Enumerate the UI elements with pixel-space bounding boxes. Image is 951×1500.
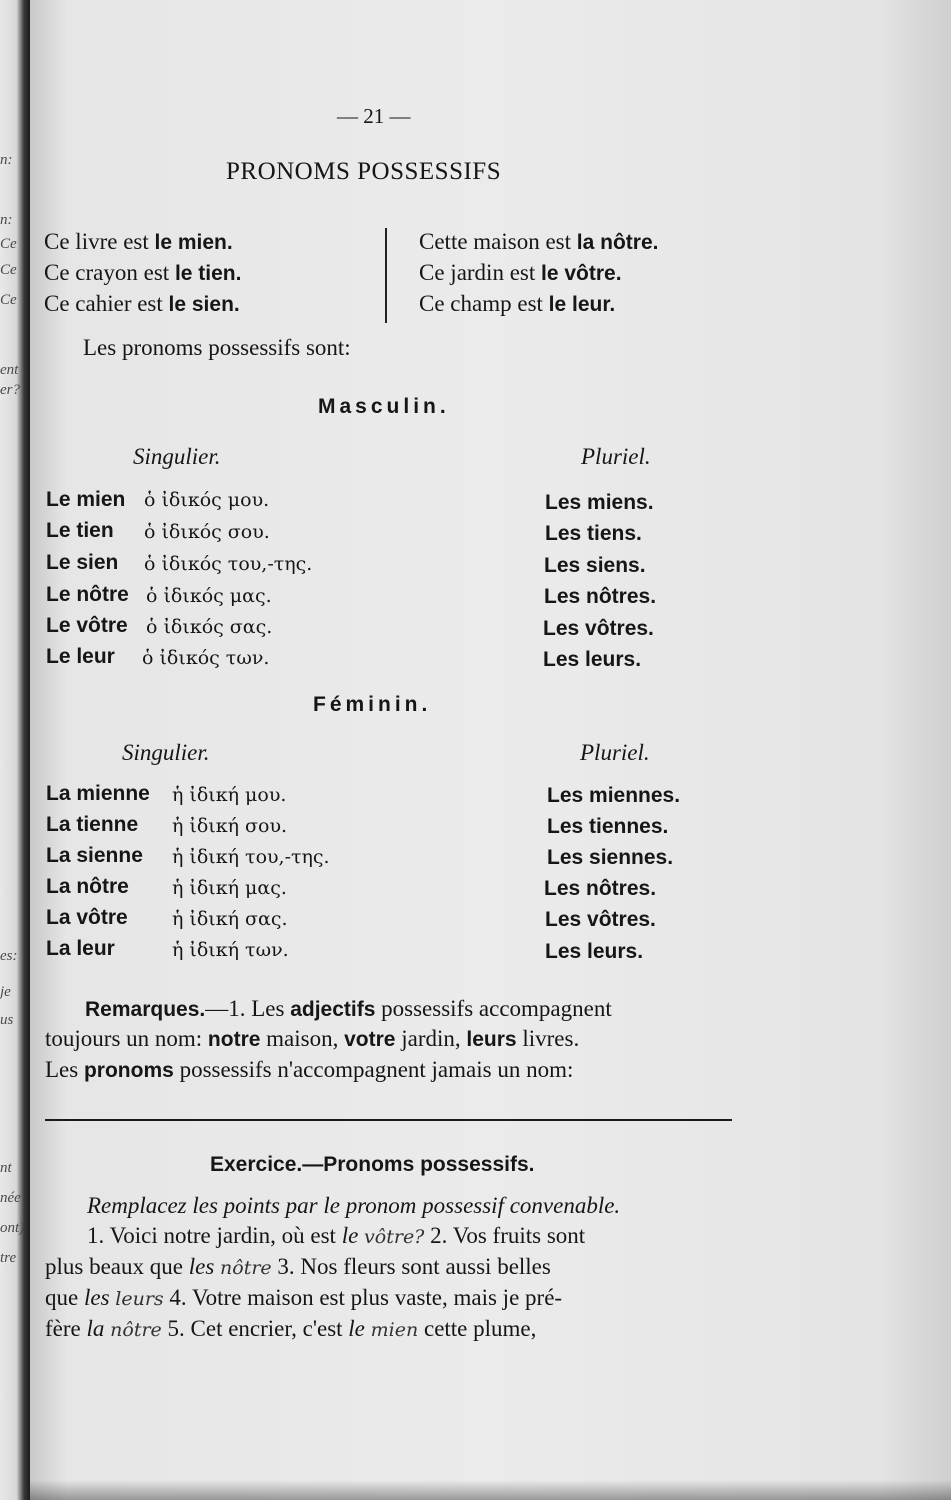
intro-line (44, 260, 241, 286)
table-cell-plural: Les vôtres. (543, 617, 654, 640)
emphasis-word: notre (207, 1028, 261, 1051)
text-run: maison, (266, 1026, 339, 1051)
text-run: 2. Vos fruits sont (430, 1223, 586, 1248)
article-italic: les (188, 1254, 215, 1279)
intro-pronoun: le mien. (154, 231, 233, 254)
remarques-line-1 (85, 996, 612, 1022)
intro-line (419, 291, 615, 317)
exercice-line-1 (87, 1223, 585, 1249)
table-cell-singular: Le tien (46, 519, 114, 542)
table-cell-plural: Les siennes. (547, 846, 674, 869)
intro-lead: Les pronoms possessifs sont: (83, 335, 351, 360)
table-cell-singular: La vôtre (46, 906, 128, 929)
handwritten-answer: nôtre (220, 1257, 272, 1279)
pluriel-label: Pluriel. (581, 444, 651, 469)
table-cell-singular: La mienne (46, 782, 150, 805)
intro-pronoun: la nôtre. (576, 231, 659, 254)
text-run: cette plume, (423, 1316, 537, 1341)
margin-fragment: us (0, 1012, 14, 1028)
handwritten-answer: mien (370, 1319, 419, 1341)
intro-pronoun: le tien. (174, 262, 242, 285)
margin-fragment: nt (0, 1160, 12, 1176)
text-run: 3. Nos fleurs sont aussi belles (277, 1254, 551, 1279)
remarques-label: Remarques. (85, 998, 206, 1021)
intro-pronoun: le sien. (168, 293, 240, 316)
intro-line (44, 229, 233, 255)
exercice-title: Exercice.—Pronoms possessifs. (210, 1153, 535, 1176)
table-cell-singular: La leur (46, 937, 115, 960)
margin-fragment: tre (0, 1250, 17, 1266)
intro-text: Ce crayon est (44, 260, 170, 285)
text-run: possessifs accompagnent (381, 996, 612, 1021)
margin-fragment: es: (0, 948, 18, 964)
table-cell-greek: ὁ ἰδικός των. (142, 647, 270, 669)
margin-fragment: n: (0, 212, 13, 228)
emphasis-word: pronoms (83, 1059, 174, 1082)
table-cell-singular: La tienne (46, 813, 139, 836)
table-cell-singular: La nôtre (46, 875, 129, 898)
table-cell-plural: Les nôtres. (544, 585, 657, 608)
table-cell-greek: ὁ ἰδικός μας. (146, 585, 272, 607)
intro-line (419, 260, 622, 286)
table-cell-greek: ὁ ἰδικός σας. (146, 616, 273, 638)
remarques-line-2 (45, 1026, 579, 1052)
table-cell-greek: ἡ ἰδική σας. (172, 908, 288, 930)
margin-fragment: née (0, 1190, 21, 1206)
page-title: PRONOMS POSSESSIFS (226, 158, 502, 185)
article-italic: le (341, 1223, 359, 1248)
exercice-line-3 (45, 1285, 562, 1311)
table-cell-greek: ἡ ἰδική των. (172, 939, 289, 961)
table-cell-singular: Le vôtre (46, 614, 128, 637)
table-cell-greek: ἡ ἰδική του,-της. (172, 846, 330, 868)
text-run: 1. Voici notre jardin, où est (87, 1223, 336, 1248)
table-cell-plural: Les miennes. (547, 784, 681, 807)
text-run: —1. Les (205, 996, 285, 1021)
table-cell-plural: Les nôtres. (544, 877, 657, 900)
text-run: fère (45, 1316, 81, 1341)
table-cell-greek: ὁ ἰδικός σου. (144, 521, 270, 543)
remarques-line-3 (45, 1057, 573, 1083)
article-italic: le (348, 1316, 365, 1341)
masculin-heading: Masculin. (318, 395, 450, 418)
text-run: 5. Cet encrier, c'est (167, 1316, 343, 1341)
table-cell-plural: Les tiens. (545, 522, 642, 545)
table-cell-singular: Le nôtre (46, 583, 129, 606)
margin-fragment: je (0, 984, 11, 1000)
table-cell-plural: Les siens. (544, 554, 646, 577)
text-run: toujours un nom: (45, 1026, 203, 1051)
table-cell-plural: Les tiennes. (547, 815, 669, 838)
table-cell-greek: ὁ ἰδικός του,-της. (144, 553, 313, 575)
table-cell-plural: Les miens. (545, 491, 654, 514)
table-cell-singular: Le sien (46, 551, 119, 574)
handwritten-answer: vôtre? (364, 1226, 425, 1248)
table-cell-greek: ἡ ἰδική μας. (172, 877, 287, 899)
text-run: 4. Votre maison est plus vaste, mais je pré- (169, 1285, 563, 1310)
table-cell-greek: ἡ ἰδική σου. (172, 815, 288, 837)
margin-fragment: ont) (0, 1220, 25, 1236)
intro-pronoun: le vôtre. (541, 262, 622, 285)
table-cell-plural: Les leurs. (543, 648, 642, 671)
margin-fragment: Ce (0, 236, 17, 252)
table-cell-singular: Le leur (46, 645, 115, 668)
emphasis-word: leurs (466, 1028, 517, 1051)
emphasis-word: votre (344, 1028, 396, 1051)
article-italic: la (86, 1316, 105, 1341)
article-italic: les (83, 1285, 110, 1310)
intro-pronoun: le leur. (548, 293, 616, 316)
emphasis-word: adjectifs (290, 998, 376, 1021)
text-run: plus beaux que (45, 1254, 183, 1279)
exercice-instruction: Remplacez les points par le pronom possessif convenable. (87, 1193, 621, 1218)
table-cell-greek: ὁ ἰδικός μου. (144, 489, 270, 511)
exercice-line-2 (45, 1254, 551, 1280)
intro-text: Cette maison est (419, 229, 572, 254)
table-cell-greek: ἡ ἰδική μου. (172, 784, 287, 806)
singulier-label: Singulier. (122, 740, 210, 765)
handwritten-answer: leurs (115, 1288, 164, 1310)
column-divider (385, 228, 387, 323)
margin-fragment: n: (0, 152, 13, 168)
intro-text: Ce jardin est (419, 260, 536, 285)
intro-text: Ce champ est (419, 291, 543, 316)
table-cell-plural: Les vôtres. (545, 908, 656, 931)
intro-line (44, 291, 240, 317)
page-number: — 21 — (337, 104, 411, 128)
singulier-label: Singulier. (133, 444, 221, 469)
margin-fragment: Ce (0, 262, 17, 278)
pluriel-label: Pluriel. (580, 740, 650, 765)
margin-fragment: Ce (0, 292, 17, 308)
margin-fragment: ent (0, 362, 19, 378)
text-run: jardin, (401, 1026, 461, 1051)
table-cell-singular: Le mien (46, 488, 126, 511)
text-run: livres. (522, 1026, 580, 1051)
intro-line (419, 229, 658, 255)
intro-text: Ce cahier est (44, 291, 163, 316)
handwritten-answer: nôtre (110, 1319, 162, 1341)
section-divider (45, 1119, 732, 1121)
feminin-heading: Féminin. (313, 693, 432, 716)
exercice-line-4 (45, 1316, 536, 1342)
table-cell-singular: La sienne (46, 844, 143, 867)
text-run: possessifs n'accompagnent jamais un nom: (179, 1057, 574, 1082)
text-run: que (45, 1285, 79, 1310)
intro-text: Ce livre est (44, 229, 149, 254)
text-run: Les (45, 1057, 79, 1082)
margin-fragment: er? (0, 382, 20, 398)
table-cell-plural: Les leurs. (545, 940, 644, 963)
